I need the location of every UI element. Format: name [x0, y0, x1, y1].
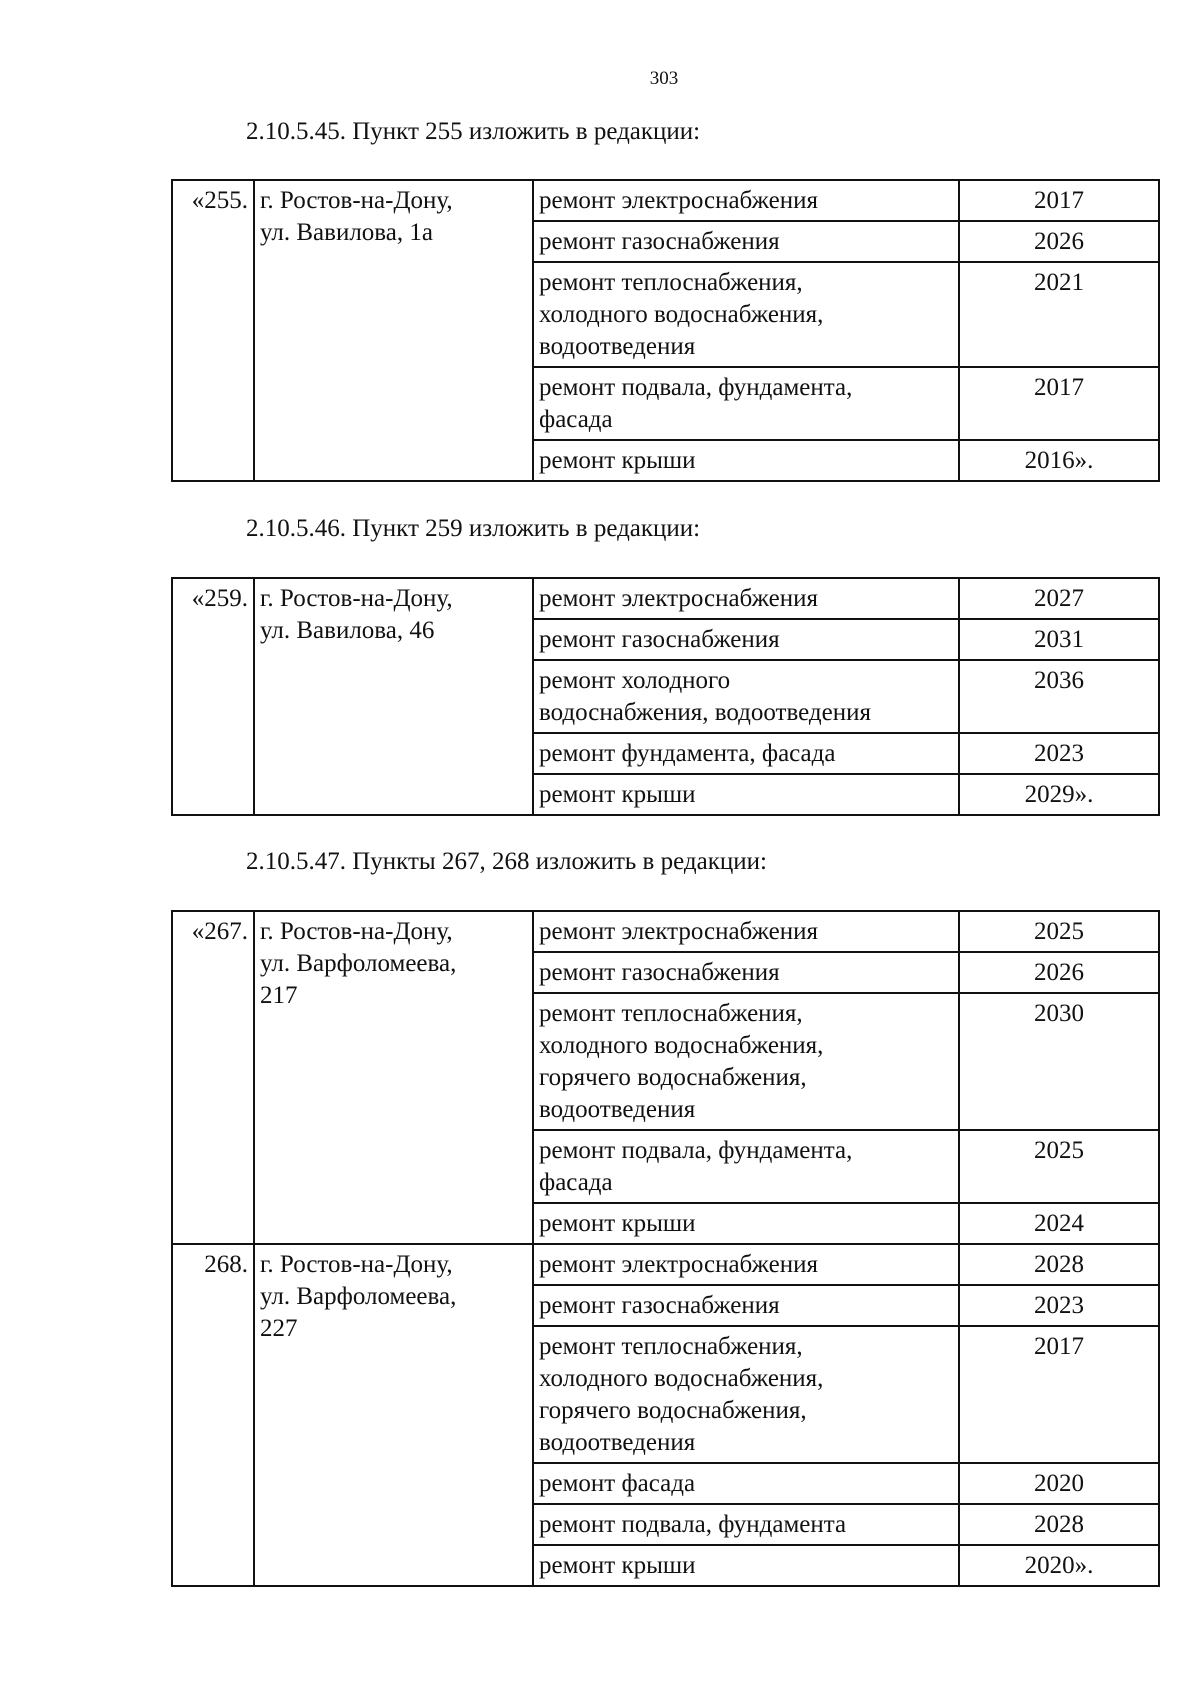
work-type-cell [533, 367, 959, 440]
item-number: «259. [172, 578, 254, 815]
work-line: ремонт подвала, фундамента [539, 1511, 847, 1538]
section-heading: 2.10.5.46. Пункт 259 изложить в редакции: [246, 515, 701, 542]
section-heading: 2.10.5.45. Пункт 255 изложить в редакции: [246, 118, 701, 145]
work-type-cell [533, 221, 959, 262]
work-line: ремонт фундамента, фасада [539, 740, 836, 767]
year-cell: 2029». [959, 774, 1159, 815]
address-line: ул. Варфоломеева, [260, 950, 457, 977]
year-cell: 2026 [959, 952, 1159, 993]
address-cell [254, 180, 533, 481]
year-cell: 2016». [959, 440, 1159, 481]
work-line: ремонт электроснабжения [539, 187, 818, 214]
work-line: ремонт теплоснабжения, [539, 1333, 803, 1360]
work-type-cell [533, 911, 959, 952]
work-line: ремонт электроснабжения [539, 585, 818, 612]
item-number: «255. [172, 180, 254, 481]
work-line: ремонт подвала, фундамента, [539, 374, 853, 401]
work-type-cell [533, 993, 959, 1130]
work-line: ремонт газоснабжения [539, 959, 780, 986]
address-line: ул. Вавилова, 1а [260, 219, 433, 246]
work-line: водоотведения [539, 1429, 696, 1456]
work-type-cell [533, 619, 959, 660]
year-cell: 2023 [959, 1285, 1159, 1326]
work-type-cell [533, 1326, 959, 1463]
year-cell: 2017 [959, 180, 1159, 221]
work-type-cell [533, 1545, 959, 1586]
work-line: фасада [539, 406, 613, 433]
item-number: «267. [172, 911, 254, 1244]
table-row [172, 180, 1159, 221]
work-line: холодного водоснабжения, [539, 301, 824, 328]
year-cell: 2024 [959, 1203, 1159, 1244]
year-cell: 2028 [959, 1244, 1159, 1285]
work-line: ремонт крыши [539, 1210, 696, 1237]
address-cell [254, 1244, 533, 1586]
work-line: горячего водоснабжения, [539, 1064, 807, 1091]
year-cell: 2023 [959, 733, 1159, 774]
year-cell: 2025 [959, 1130, 1159, 1203]
address-cell [254, 578, 533, 815]
work-line: ремонт электроснабжения [539, 918, 818, 945]
work-type-cell [533, 774, 959, 815]
work-type-cell [533, 180, 959, 221]
work-type-cell [533, 1463, 959, 1504]
year-cell: 2026 [959, 221, 1159, 262]
address-line: г. Ростов-на-Дону, [260, 585, 453, 612]
amendment-table [171, 179, 1160, 482]
year-cell: 2020». [959, 1545, 1159, 1586]
work-line: ремонт крыши [539, 447, 696, 474]
work-line: ремонт подвала, фундамента, [539, 1137, 853, 1164]
work-line: ремонт крыши [539, 1552, 696, 1579]
work-line: ремонт газоснабжения [539, 626, 780, 653]
year-cell: 2027 [959, 578, 1159, 619]
page-number: 303 [649, 68, 679, 89]
item-number: 268. [172, 1244, 254, 1586]
work-type-cell [533, 1130, 959, 1203]
table-row [172, 1244, 1159, 1285]
amendment-table [171, 577, 1160, 816]
address-cell [254, 911, 533, 1244]
year-cell: 2036 [959, 660, 1159, 733]
year-cell: 2021 [959, 262, 1159, 367]
address-line: г. Ростов-на-Дону, [260, 918, 453, 945]
table-row [172, 911, 1159, 952]
work-line: холодного водоснабжения, [539, 1032, 824, 1059]
address-line: 227 [260, 1315, 298, 1342]
work-type-cell [533, 1285, 959, 1326]
work-line: ремонт крыши [539, 781, 696, 808]
work-type-cell [533, 262, 959, 367]
work-line: ремонт фасада [539, 1470, 696, 1497]
work-line: водоотведения [539, 333, 696, 360]
year-cell: 2031 [959, 619, 1159, 660]
amendment-table [171, 910, 1160, 1587]
table-row [172, 578, 1159, 619]
work-line: ремонт газоснабжения [539, 1292, 780, 1319]
year-cell: 2017 [959, 1326, 1159, 1463]
year-cell: 2030 [959, 993, 1159, 1130]
work-line: фасада [539, 1169, 613, 1196]
work-type-cell [533, 1244, 959, 1285]
work-line: холодного водоснабжения, [539, 1365, 824, 1392]
work-line: ремонт газоснабжения [539, 228, 780, 255]
work-type-cell [533, 578, 959, 619]
address-line: ул. Варфоломеева, [260, 1283, 457, 1310]
year-cell: 2025 [959, 911, 1159, 952]
year-cell: 2020 [959, 1463, 1159, 1504]
work-line: ремонт холодного [539, 667, 731, 694]
work-type-cell [533, 952, 959, 993]
year-cell: 2028 [959, 1504, 1159, 1545]
work-line: ремонт электроснабжения [539, 1251, 818, 1278]
address-line: 217 [260, 982, 298, 1009]
address-line: г. Ростов-на-Дону, [260, 187, 453, 214]
address-line: ул. Вавилова, 46 [260, 617, 435, 644]
year-cell: 2017 [959, 367, 1159, 440]
work-type-cell [533, 1203, 959, 1244]
work-line: ремонт теплоснабжения, [539, 269, 803, 296]
work-type-cell [533, 440, 959, 481]
address-line: г. Ростов-на-Дону, [260, 1251, 453, 1278]
work-line: водоснабжения, водоотведения [539, 699, 871, 726]
work-line: водоотведения [539, 1096, 696, 1123]
section-heading: 2.10.5.47. Пункты 267, 268 изложить в редакции: [246, 848, 767, 875]
work-line: горячего водоснабжения, [539, 1397, 807, 1424]
work-type-cell [533, 1504, 959, 1545]
work-type-cell [533, 733, 959, 774]
work-type-cell [533, 660, 959, 733]
work-line: ремонт теплоснабжения, [539, 1000, 803, 1027]
